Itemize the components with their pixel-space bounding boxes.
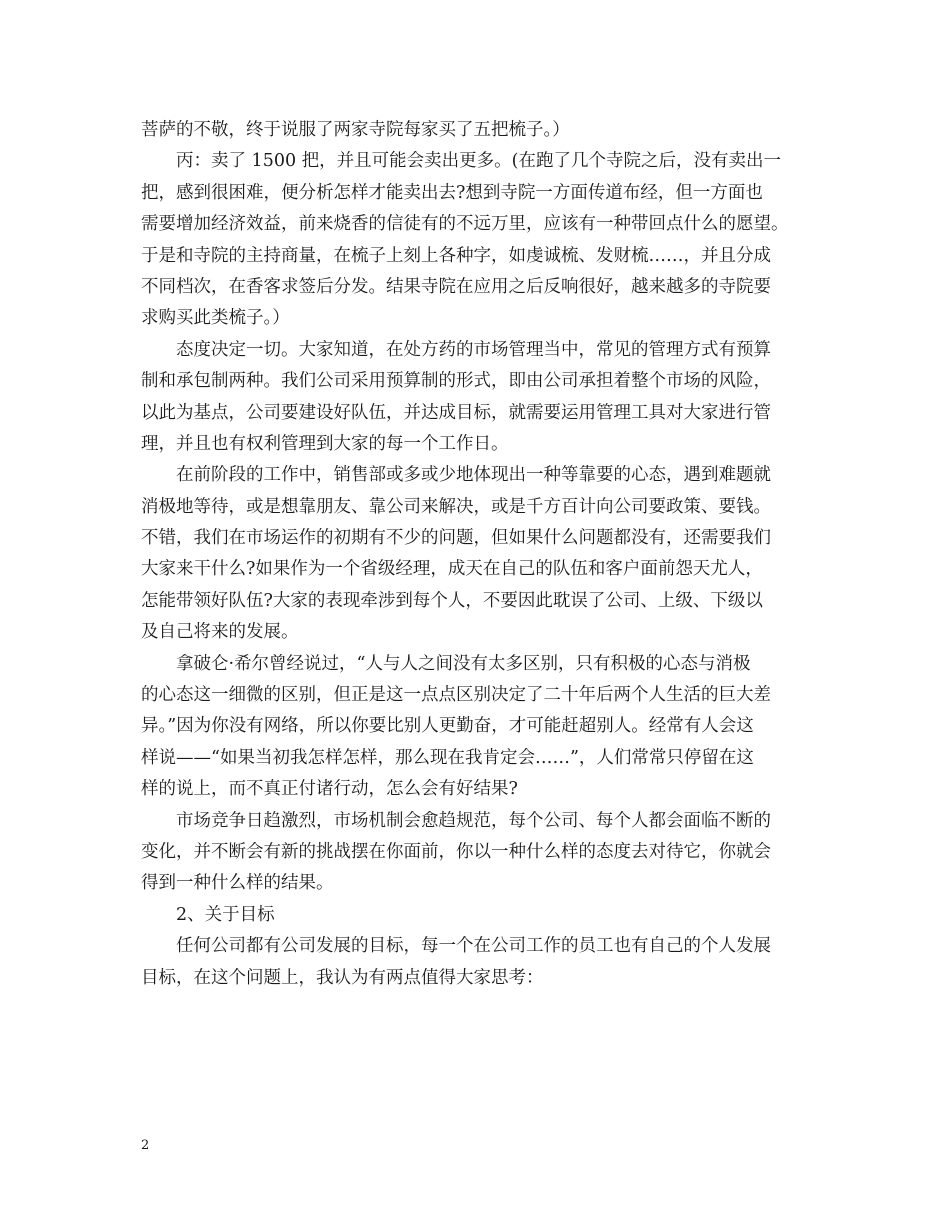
text-line: 及自己将来的发展。 <box>141 622 299 643</box>
text-line: 理，并且也有权利管理到大家的每一个工作日。 <box>141 433 509 454</box>
text-line: 态度决定一切。大家知道，在处方药的市场管理当中，常见的管理方式有预算 <box>176 339 771 360</box>
text-line: 以此为基点，公司要建设好队伍，并达成目标，就需要运用管理工具对大家进行管 <box>141 402 771 423</box>
text-line: 得到一种什么样的结果。 <box>141 873 334 894</box>
text-line: 不同档次，在香客求签后分发。结果寺院在应用之后反响很好，越来越多的寺院要 <box>141 276 771 297</box>
text-line: 于是和寺院的主持商量，在梳子上刻上各种字，如虔诚梳、发财梳……，并且分成 <box>141 245 771 266</box>
text-line: 任何公司都有公司发展的目标，每一个在公司工作的员工也有自己的个人发展 <box>176 936 771 957</box>
text-line: 不错，我们在市场运作的初期有不少的问题，但如果什么问题都没有，还需要我们 <box>141 528 771 549</box>
text-line: 目标，在这个问题上，我认为有两点值得大家思考： <box>141 967 544 988</box>
text-line: 大家来干什么?如果作为一个省级经理，成天在自己的队伍和客户面前怨天尤人， <box>141 559 763 580</box>
page-number: 2 <box>141 1138 150 1153</box>
text-line: 怎能带领好队伍?大家的表现牵涉到每个人，不要因此耽误了公司、上级、下级以 <box>141 590 763 611</box>
text-line: 异。”因为你没有网络，所以你要比别人更勤奋，才可能赶超别人。经常有人会这 <box>141 716 754 737</box>
text-line: 求购买此类梳子。） <box>141 308 290 329</box>
text-line: 的心态这一细微的区别，但正是这一点点区别决定了二十年后两个人生活的巨大差 <box>141 685 771 706</box>
text-line: 样说——“如果当初我怎样怎样，那么现在我肯定会……”，人们常常只停留在这 <box>141 747 754 768</box>
text-line: 2、关于目标 <box>176 904 275 925</box>
text-line: 菩萨的不敬，终于说服了两家寺院每家买了五把梳子。） <box>141 120 570 140</box>
text-line: 制和承包制两种。我们公司采用预算制的形式，即由公司承担着整个市场的风险， <box>141 371 771 392</box>
text-line: 把，感到很困难，便分析怎样才能卖出去?想到寺院一方面传道布经，但一方面也 <box>141 182 763 203</box>
text-line: 需要增加经济效益，前来烧香的信徒有的不远万里，应该有一种带回点什么的愿望。 <box>141 214 789 235</box>
text-line: 在前阶段的工作中，销售部或多或少地体现出一种等靠要的心态，遇到难题就 <box>176 465 771 486</box>
text-line: 拿破仑·希尔曾经说过，“人与人之间没有太多区别，只有积极的心态与消极 <box>176 653 751 674</box>
text-line: 样的说上，而不真正付诸行动，怎么会有好结果? <box>141 779 518 800</box>
text-line: 消极地等待，或是想靠朋友、靠公司来解决，或是千方百计向公司要政策、要钱。 <box>141 496 771 517</box>
document-body <box>141 115 821 994</box>
text-line: 变化，并不断会有新的挑战摆在你面前，你以一种什么样的态度去对待它，你就会 <box>141 841 771 862</box>
text-line: 丙：卖了 1500 把，并且可能会卖出更多。(在跑了几个寺院之后，没有卖出一 <box>176 151 781 172</box>
text-line: 市场竞争日趋激烈，市场机制会愈趋规范，每个公司、每个人都会面临不断的 <box>176 810 771 831</box>
